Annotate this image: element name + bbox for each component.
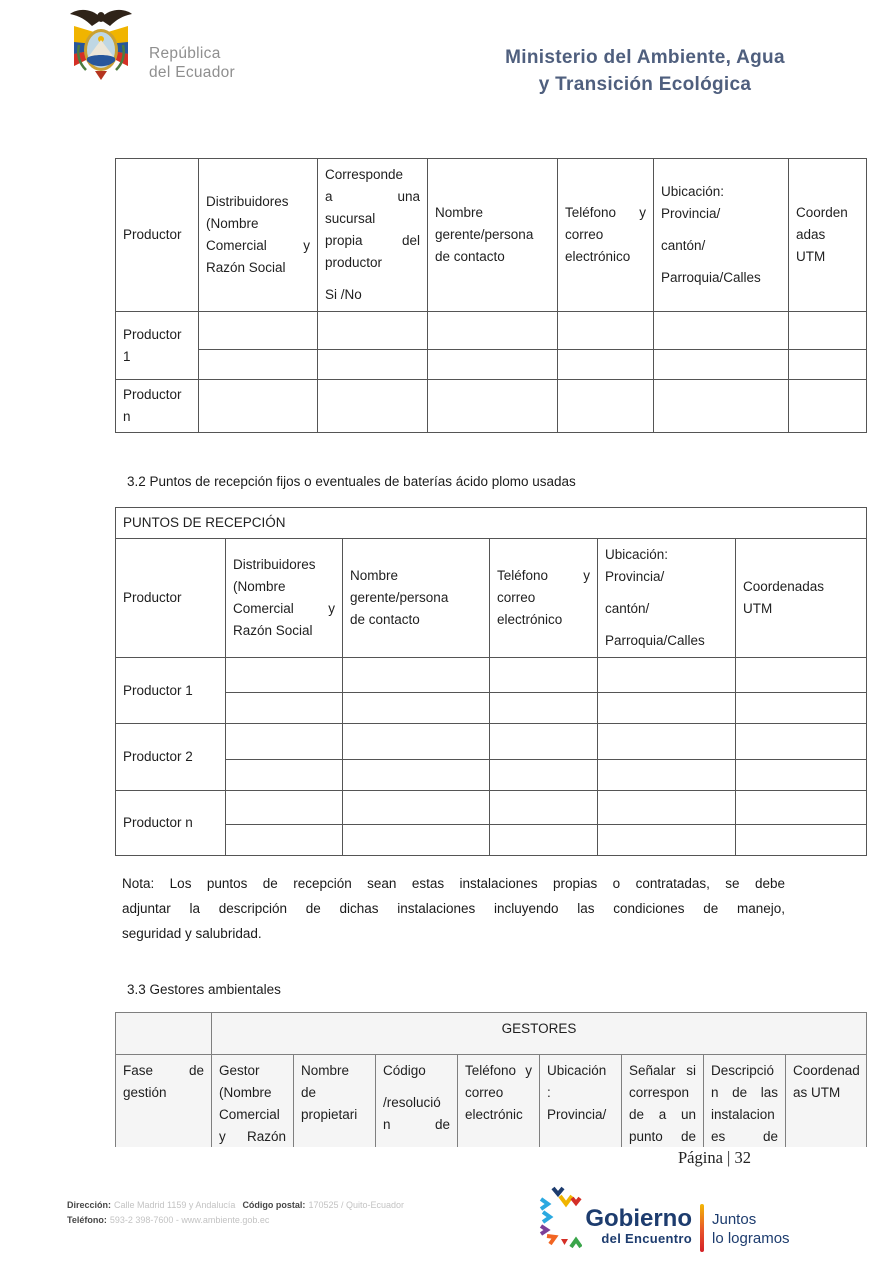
cell-line: a una <box>325 189 420 204</box>
cell-line: Nota: Los puntos de recepción sean estas instalaciones propias o contratadas, se debe <box>122 876 785 891</box>
empty-data-cell <box>736 791 867 825</box>
cell-line: es de <box>711 1129 778 1144</box>
cell-line: Razón Social <box>233 623 313 638</box>
cell-line: Corresponde <box>325 167 404 182</box>
codigo-postal-label: Código postal: <box>242 1200 306 1210</box>
gobierno-line2: del Encuentro <box>601 1231 692 1246</box>
cell-line <box>605 588 728 598</box>
gobierno-divider-bar <box>700 1204 704 1252</box>
empty-data-cell <box>490 724 598 760</box>
cell-line: Provincia/ <box>661 206 721 221</box>
cell-line: Ubicación <box>547 1063 607 1078</box>
cell-line: (Nombre <box>233 579 286 594</box>
cell-line: UTM <box>796 249 826 264</box>
cell-line: Fase de <box>123 1063 204 1078</box>
empty-data-cell <box>199 380 318 433</box>
cell-line: correo <box>465 1085 504 1100</box>
gobierno-line1: Gobierno <box>585 1205 692 1232</box>
empty-data-cell <box>343 693 490 724</box>
empty-data-cell <box>318 312 428 350</box>
column-header <box>622 1055 704 1148</box>
footer-address-line2 <box>67 1213 411 1228</box>
gestores-table-clip <box>115 1012 871 1147</box>
column-header <box>376 1055 458 1148</box>
cell-line: sucursal <box>325 211 376 226</box>
empty-data-cell <box>736 693 867 724</box>
telefono-value: 593-2 398-7600 - www.ambiente.gob.ec <box>109 1214 270 1225</box>
empty-data-cell <box>490 825 598 856</box>
footer-address-line1 <box>67 1198 411 1213</box>
cell-line: Provincia/ <box>605 569 665 584</box>
row-label: Productor n <box>116 380 199 433</box>
cell-line: propia del <box>325 233 420 248</box>
cell-line: de contacto <box>350 612 420 627</box>
empty-data-cell <box>226 724 343 760</box>
ministry-line2: y Transición Ecológica <box>538 74 752 95</box>
empty-data-cell <box>490 658 598 693</box>
cell-line: punto de <box>629 1129 696 1144</box>
direccion-label: Dirección: <box>67 1200 112 1210</box>
cell-line: /resolució <box>383 1095 441 1110</box>
gobierno-wordmark <box>568 1207 692 1247</box>
direccion-value: Calle Madrid 1159 y Andalucía <box>114 1200 236 1210</box>
empty-data-cell <box>598 825 736 856</box>
cell-line: : <box>547 1085 551 1100</box>
cell-line: correspon <box>629 1085 690 1100</box>
row-label: Productor 1 <box>116 658 226 724</box>
producers-table <box>115 158 867 433</box>
empty-data-cell <box>558 380 654 433</box>
cell-line: electrónic <box>465 1107 523 1122</box>
cell-line: (Nombre <box>219 1085 272 1100</box>
empty-data-cell <box>226 658 343 693</box>
empty-data-cell <box>558 350 654 380</box>
row-label: Productor 2 <box>116 724 226 791</box>
cell-line: Teléfono y <box>565 205 646 220</box>
tagline-line1: Juntos <box>712 1211 757 1228</box>
cell-line: propietari <box>301 1107 358 1122</box>
cell-line: n de las <box>711 1085 778 1100</box>
cell-line: Comercial <box>219 1107 280 1122</box>
column-header <box>212 1055 294 1148</box>
codigo-postal-value: 170525 / Quito-Ecuador <box>308 1200 405 1210</box>
cell-line: Nombre <box>301 1063 350 1078</box>
cell-line: Coorden <box>796 205 848 220</box>
column-header <box>116 1055 212 1148</box>
cell-line: Provincia/ <box>547 1107 607 1122</box>
empty-data-cell <box>428 312 558 350</box>
note-text <box>122 871 785 946</box>
column-header <box>226 539 343 658</box>
empty-data-cell <box>789 350 867 380</box>
cell-line: Coordenadas <box>743 579 825 594</box>
cell-line: adas <box>796 227 826 242</box>
cell-line: Ubicación: <box>605 547 669 562</box>
empty-data-cell <box>598 760 736 791</box>
column-header <box>199 159 318 312</box>
cell-line: gestión <box>123 1085 167 1100</box>
column-header <box>558 159 654 312</box>
cell-line: cantón/ <box>661 238 706 253</box>
column-header <box>343 539 490 658</box>
tagline-line2: lo logramos <box>712 1230 790 1247</box>
section-3-3-heading: 3.3 Gestores ambientales <box>127 982 281 997</box>
cell-line: seguridad y salubridad. <box>122 926 262 941</box>
empty-data-cell <box>428 350 558 380</box>
empty-data-cell <box>343 825 490 856</box>
cell-line: Gestor <box>219 1063 260 1078</box>
cell-line: Nombre <box>435 205 484 220</box>
table-title: PUNTOS DE RECEPCIÓN <box>116 508 867 539</box>
page-number: Página | 32 <box>678 1148 751 1167</box>
empty-data-cell <box>789 380 867 433</box>
cell-line: Teléfono y <box>465 1063 532 1078</box>
cell-line: n de <box>383 1117 450 1132</box>
cell-line: Razón Social <box>206 260 286 275</box>
gestores-table <box>115 1012 867 1147</box>
empty-data-cell <box>226 825 343 856</box>
cell-line: Comercial y <box>206 238 310 253</box>
column-header <box>786 1055 867 1148</box>
empty-data-cell <box>490 693 598 724</box>
footer-address <box>67 1198 411 1227</box>
empty-data-cell <box>558 312 654 350</box>
cell-line: Comercial y <box>233 601 335 616</box>
empty-data-cell <box>598 724 736 760</box>
empty-data-cell <box>343 724 490 760</box>
cell-line: adjuntar la descripción de dichas instalaciones incluyendo las condiciones de manejo, <box>122 901 785 916</box>
empty-data-cell <box>343 760 490 791</box>
cell-line: correo <box>565 227 604 242</box>
republic-line1: República <box>149 45 221 62</box>
row-label: Productor 1 <box>116 312 199 380</box>
cell-line: Coordenad <box>793 1063 860 1078</box>
republic-title <box>149 44 235 82</box>
column-header <box>116 159 199 312</box>
ecuador-coat-of-arms-logo <box>62 6 140 104</box>
column-header <box>540 1055 622 1148</box>
empty-data-cell <box>318 350 428 380</box>
corner-cell <box>116 1013 212 1055</box>
empty-data-cell <box>226 791 343 825</box>
column-header <box>654 159 789 312</box>
ministry-line1: Ministerio del Ambiente, Agua <box>505 47 785 68</box>
cell-line: Distribuidores <box>233 557 316 572</box>
cell-line <box>605 620 728 630</box>
cell-line: gerente/persona <box>435 227 534 242</box>
column-header <box>704 1055 786 1148</box>
cell-line: Distribuidores <box>206 194 289 209</box>
republic-line2: del Ecuador <box>149 64 236 81</box>
cell-line: de a un <box>629 1107 696 1122</box>
empty-data-cell <box>343 791 490 825</box>
gobierno-tagline <box>712 1210 790 1248</box>
column-header <box>598 539 736 658</box>
cell-line <box>325 274 420 284</box>
empty-data-cell <box>654 350 789 380</box>
empty-data-cell <box>654 312 789 350</box>
cell-line: as UTM <box>793 1085 841 1100</box>
cell-line: de contacto <box>435 249 505 264</box>
telefono-label: Teléfono: <box>67 1214 107 1225</box>
cell-line: Nombre <box>350 568 399 583</box>
cell-line: Descripció <box>711 1063 775 1078</box>
cell-line: Productor <box>123 227 182 242</box>
empty-data-cell <box>736 760 867 791</box>
cell-line: Teléfono y <box>497 568 590 583</box>
empty-data-cell <box>736 658 867 693</box>
column-header <box>318 159 428 312</box>
empty-data-cell <box>654 380 789 433</box>
empty-data-cell <box>598 791 736 825</box>
empty-data-cell <box>318 380 428 433</box>
cell-line: cantón/ <box>605 601 650 616</box>
empty-data-cell <box>226 760 343 791</box>
column-header <box>736 539 867 658</box>
column-header <box>789 159 867 312</box>
cell-line: Si /No <box>325 287 362 302</box>
column-header <box>428 159 558 312</box>
empty-data-cell <box>490 791 598 825</box>
empty-data-cell <box>598 658 736 693</box>
cell-line: (Nombre <box>206 216 259 231</box>
cell-line: Parroquia/Calles <box>661 270 761 285</box>
column-header <box>116 539 226 658</box>
cell-line: y Razón <box>219 1129 286 1144</box>
cell-line <box>661 225 781 235</box>
cell-line <box>661 257 781 267</box>
cell-line: UTM <box>743 601 773 616</box>
cell-line: Código <box>383 1063 426 1078</box>
ministry-title <box>480 44 810 98</box>
cell-line: correo <box>497 590 536 605</box>
empty-data-cell <box>490 760 598 791</box>
empty-data-cell <box>199 312 318 350</box>
row-label: Productor n <box>116 791 226 856</box>
cell-line: de <box>301 1085 317 1100</box>
cell-line <box>383 1082 450 1092</box>
reception-points-table <box>115 507 867 856</box>
empty-data-cell <box>226 693 343 724</box>
cell-line: Productor <box>123 590 182 605</box>
cell-line: electrónico <box>497 612 563 627</box>
empty-data-cell <box>598 693 736 724</box>
table-title: GESTORES <box>212 1013 867 1055</box>
empty-data-cell <box>789 312 867 350</box>
cell-line: productor <box>325 255 383 270</box>
cell-line: Parroquia/Calles <box>605 633 705 648</box>
section-3-2-heading: 3.2 Puntos de recepción fijos o eventuales de baterías ácido plomo usadas <box>127 474 576 489</box>
cell-line: gerente/persona <box>350 590 449 605</box>
empty-data-cell <box>199 350 318 380</box>
column-header <box>458 1055 540 1148</box>
empty-data-cell <box>428 380 558 433</box>
empty-data-cell <box>736 724 867 760</box>
cell-line: instalacion <box>711 1107 775 1122</box>
column-header <box>490 539 598 658</box>
cell-line: electrónico <box>565 249 631 264</box>
cell-line: Ubicación: <box>661 184 725 199</box>
empty-data-cell <box>736 825 867 856</box>
column-header <box>294 1055 376 1148</box>
cell-line: Señalar si <box>629 1063 696 1078</box>
empty-data-cell <box>343 658 490 693</box>
